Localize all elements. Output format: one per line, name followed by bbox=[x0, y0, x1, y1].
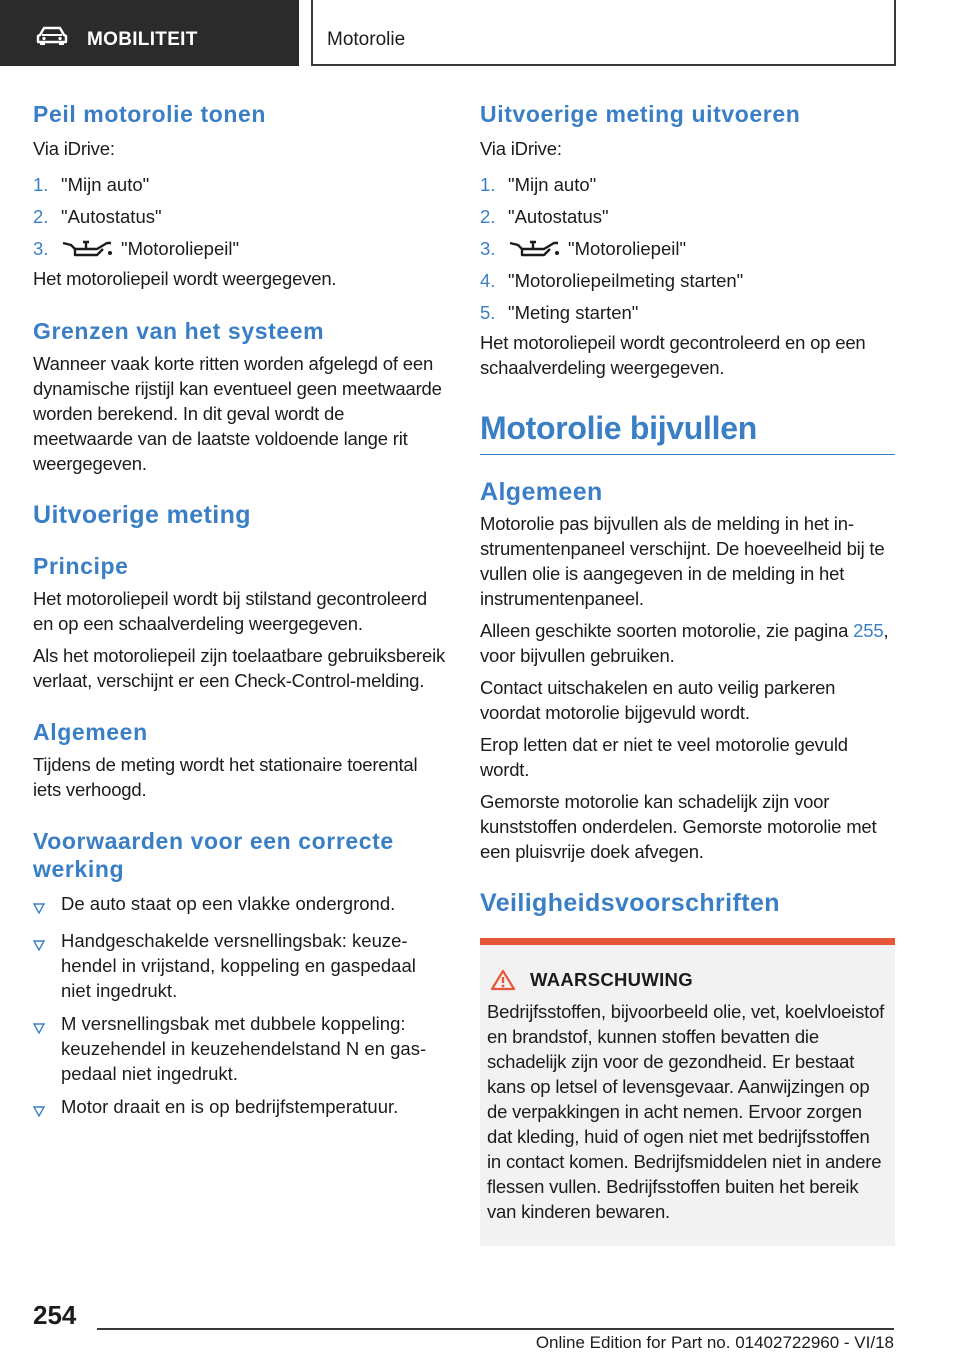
via-idrive-1: Via iDrive: bbox=[33, 138, 115, 159]
section-tab[interactable] bbox=[0, 0, 299, 66]
warning-text: Bedrijfsstoffen, bijvoorbeeld olie, vet, koelvloeistof en brandstof, kunnen stoffen bevatten die schadelijk zijn voor de gezondheid. Er bestaat kans op letsel of levensgevaar. Aanwijzingen op de verpakkingen in acht nemen. Ervoor zorgen dat kleding, huid of ogen niet met bedrijfsstoffen in contact komen. Bedrijfsmiddelen niet in andere flessen vullen. Bedrijfsstoffen buiten het bereik van kinderen bewaren. bbox=[487, 1001, 885, 1222]
oil-can-icon bbox=[508, 237, 560, 259]
via-idrive-2: Via iDrive: bbox=[480, 138, 562, 159]
principe-paragraph-1: Het motoroliepeil wordt bij stilstand gecontroleerd en op een schaalverdeling weergegeven. bbox=[33, 588, 427, 634]
list-item: 5. "Meting starten" bbox=[480, 301, 639, 323]
list-item: 1. "Mijn auto" bbox=[33, 173, 150, 195]
oil-can-icon bbox=[61, 237, 113, 259]
heading-uitvoerige-meting: Uitvoerige meting bbox=[33, 501, 251, 529]
steps-list-1 bbox=[33, 168, 447, 264]
left-column bbox=[33, 100, 447, 1131]
list-item: M versnellingsbak met dubbele koppeling: keuzehendel in keuzehendelstand N en gaspedaal niet ingedrukt. bbox=[33, 1011, 447, 1086]
heading-grenzen: Grenzen van het systeem bbox=[33, 318, 325, 344]
algemeen2-paragraph-3: Contact uitschakelen en auto veilig parkeren voordat motorolie bijgevuld wordt. bbox=[480, 677, 836, 723]
list-item: 3. "Motoroliepeil" bbox=[33, 237, 240, 259]
steps-list-2 bbox=[480, 168, 895, 328]
conditions-list bbox=[33, 891, 447, 1123]
page-header bbox=[311, 0, 896, 66]
algemeen2-paragraph-5: Gemorste motorolie kan schadelijk zijn voor kunststoffen onderdelen. Gemorste motorolie met een pluisvrije doek afvegen. bbox=[480, 791, 877, 862]
heading-veiligheid: Veiligheidsvoorschriften bbox=[480, 889, 780, 917]
warning-triangle-icon bbox=[490, 969, 516, 991]
triangle-bullet-icon bbox=[33, 1105, 45, 1117]
warning-title: WAARSCHUWING bbox=[530, 969, 693, 990]
heading-meting-uitvoeren: Uitvoerige meting uitvoeren bbox=[480, 101, 801, 127]
footer-edition: Online Edition for Part no. 01402722960 - VI/18 bbox=[535, 1333, 894, 1352]
list-item: 2. "Autostatus" bbox=[33, 205, 162, 227]
heading-voorwaarden: Voorwaarden voor een correcte werking bbox=[33, 828, 394, 882]
list-item: 4. "Motoroliepeilmeting starten" bbox=[480, 269, 744, 291]
triangle-bullet-icon bbox=[33, 939, 45, 951]
triangle-bullet-icon bbox=[33, 1022, 45, 1034]
car-icon bbox=[36, 26, 68, 46]
list-item: 2. "Autostatus" bbox=[480, 205, 609, 227]
algemeen2-paragraph-4: Erop letten dat er niet te veel motorolie gevuld wordt. bbox=[480, 734, 848, 780]
result-text-2: Het motoroliepeil wordt gecontroleerd en op een schaalverdeling weergegeven. bbox=[480, 332, 866, 378]
grenzen-paragraph: Wanneer vaak korte ritten worden afgelegd of een dynamische rijstijl kan eventueel geen meetwaarde worden berekend. In dit geval wordt de meetwaarde van de laatste voldoende lange rit weergegeven. bbox=[33, 353, 442, 474]
footer-divider bbox=[97, 1328, 894, 1330]
page-number: 254 bbox=[33, 1300, 77, 1330]
list-item: De auto staat op een vlakke ondergrond. bbox=[33, 891, 447, 920]
heading-peil-tonen: Peil motorolie tonen bbox=[33, 101, 267, 127]
list-item: 3. "Motoroliepeil" bbox=[480, 237, 687, 259]
list-item: 1. "Mijn auto" bbox=[480, 173, 597, 195]
algemeen2-paragraph-1: Motorolie pas bijvullen als de melding in het instrumentenpaneel verschijnt. De hoeveelheid bij te vullen olie is aangegeven in de melding in het instrumentenpaneel. bbox=[480, 513, 885, 609]
heading-algemeen-2: Algemeen bbox=[480, 478, 603, 506]
heading-algemeen: Algemeen bbox=[33, 719, 148, 745]
page-title: Motorolie bbox=[327, 29, 406, 50]
section-label: MOBILITEIT bbox=[87, 29, 198, 50]
list-item: Handgeschakelde versnellingsbak: keuzehendel in vrijstand, koppeling en gaspedaal niet ingedrukt. bbox=[33, 928, 447, 1003]
list-item: Motor draait en is op bedrijfstemperatuur. bbox=[33, 1094, 447, 1123]
warning-header bbox=[487, 969, 888, 991]
algemeen-paragraph: Tijdens de meting wordt het stationaire toerental iets verhoogd. bbox=[33, 754, 418, 800]
heading-motorolie-bijvullen: Motorolie bijvullen bbox=[480, 406, 895, 455]
heading-principe: Principe bbox=[33, 553, 129, 579]
principe-paragraph-2: Als het motoroliepeil zijn toelaatbare gebruiksbereik verlaat, verschijnt er een Check-Control-melding. bbox=[33, 645, 446, 691]
triangle-bullet-icon bbox=[33, 902, 45, 914]
page-link-255[interactable]: 255 bbox=[853, 620, 884, 641]
right-column bbox=[480, 100, 895, 1246]
warning-box bbox=[480, 938, 895, 1246]
result-text-1: Het motoroliepeil wordt weergegeven. bbox=[33, 268, 337, 289]
algemeen2-paragraph-2: Alleen geschikte soorten motorolie, zie pagina 255, voor bijvullen gebruiken. bbox=[480, 620, 889, 666]
